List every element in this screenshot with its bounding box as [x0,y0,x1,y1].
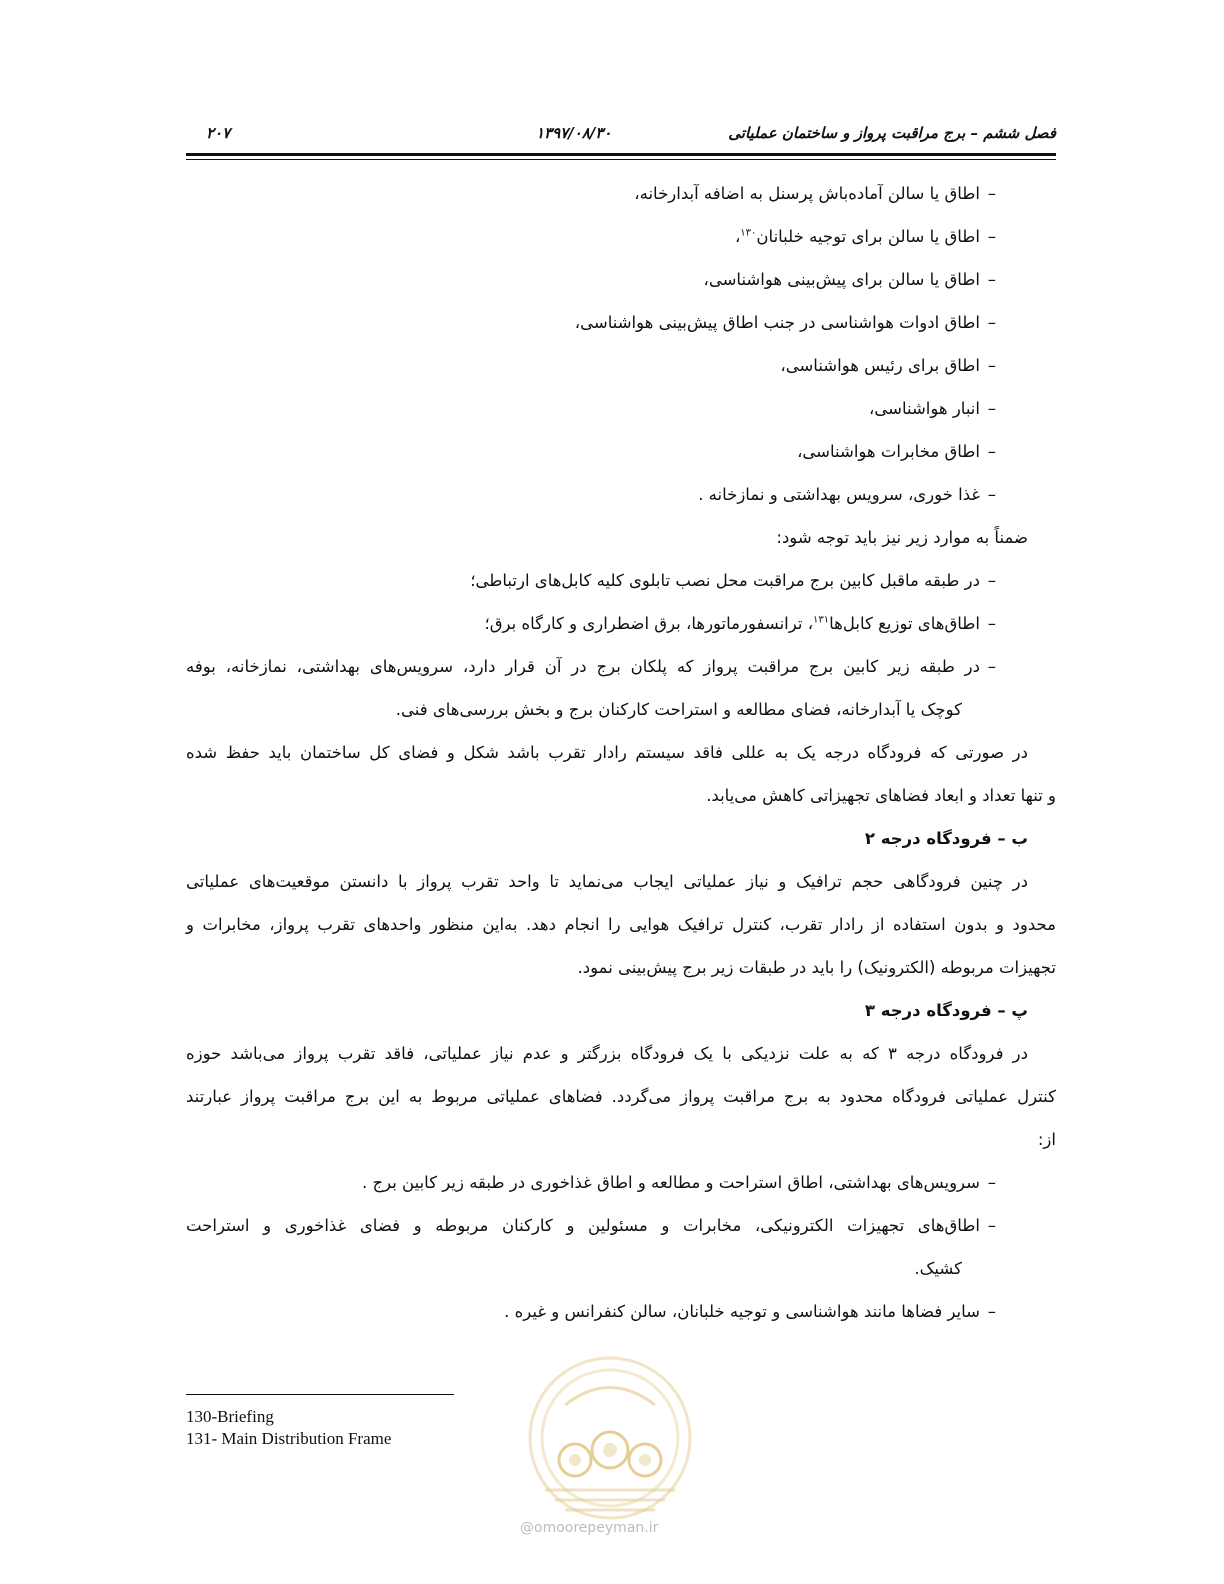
header-rule-thin [186,159,1056,160]
list-item-continuation: کوچک یا آبدارخانه، فضای مطالعه و استراحت کارکنان برج و بخش بررسی‌های فنی. [395,700,962,719]
list-item: – اطاق ادوات هواشناسی در جنب اطاق پیش‌بینی هواشناسی، [186,301,1056,344]
dash-marker: – [987,356,996,375]
dash-marker: – [987,1173,996,1192]
paragraph-line: تجهیزات مربوطه (الکترونیک) را باید در طبقات زیر برج پیش‌بینی نمود. [577,958,1056,977]
paragraph-line: در صورتی که فرودگاه درجه یک به عللی فاقد سیستم رادار تقرب باشد شکل و فضای کل ساختمان باید حفظ شده [186,743,1028,762]
paragraph-line: محدود و بدون استفاده از رادار تقرب، کنترل ترافیک هوایی را انجام دهد. به‌این منظور واحدهای تقرب پرواز، مخابرات و [186,915,1056,934]
paragraph-line: در فرودگاه درجه ۳ که به علت نزدیکی با یک فرودگاه بزرگتر و عدم نیاز عملیاتی، فاقد تقرب پرواز می‌باشد حوزه [186,1044,1028,1063]
list-item: – اطاق یا سالن برای پیش‌بینی هواشناسی، [186,258,1056,301]
dash-marker: – [987,614,996,633]
intro-line: ضمناً به موارد زیر نیز باید توجه شود: [776,528,1028,547]
section-heading-b: ب – فرودگاه درجه ۲ [864,829,1028,848]
footnotes [186,1406,391,1450]
list-item-continuation: کشیک. [914,1259,962,1278]
list-item: – در طبقه زیر کابین برج مراقبت پرواز که پلکان برج در آن قرار دارد، سرویس‌های بهداشتی، نمازخانه، بوفه [186,645,1056,688]
list-item: – اطاق‌های تجهیزات الکترونیکی، مخابرات و مسئولین و کارکنان مربوطه و فضای غذاخوری و استراحت [186,1204,1056,1247]
list-item: – سرویس‌های بهداشتی، اطاق استراحت و مطالعه و اطاق غذاخوری در طبقه زیر کابین برج . [186,1161,1056,1204]
list-item: – اطاق یا سالن آماده‌باش پرسنل به اضافه آبدارخانه، [186,172,1056,215]
footnote-ref-131: ۱۳۱ [813,614,830,626]
dash-marker: – [987,1216,996,1235]
gear-seal-logo-icon [505,1350,715,1525]
list-item: – اطاق‌های توزیع کابل‌ها$^{۱۳۱}$، ترانسفورماتورها، برق اضطراری و کارگاه برق؛ [186,602,1056,645]
list-item: – سایر فضاها مانند هواشناسی و توجیه خلبانان، سالن کنفرانس و غیره . [186,1290,1056,1333]
dash-marker: – [987,227,996,246]
footnote-rule [186,1394,454,1395]
footnote-130: 130-Briefing [186,1407,274,1426]
list-item: – اطاق مخابرات هواشناسی، [186,430,1056,473]
body-text [186,172,1056,1333]
list-item: – در طبقه ماقبل کابین برج مراقبت محل نصب تابلوی کلیه کابل‌های ارتباطی؛ [186,559,1056,602]
footnote-131: 131- Main Distribution Frame [186,1429,392,1448]
header-rule-thick [186,153,1056,156]
footnote-ref-130: ۱۳۰ [740,227,757,239]
dash-marker: – [987,571,996,590]
list-item: – انبار هواشناسی، [186,387,1056,430]
dash-marker: – [987,485,996,504]
paragraph-line: کنترل عملیاتی فرودگاه محدود به برج مراقبت پرواز می‌گردد. فضاهای عملیاتی مربوط به این برج مراقبت پرواز عبارتند [186,1087,1056,1106]
paragraph-line: از: [1037,1130,1056,1149]
list-item: – اطاق یا سالن برای توجیه خلبانان$^{۱۳۰}$، [186,215,1056,258]
dash-marker: – [987,399,996,418]
dash-marker: – [987,1302,996,1321]
watermark-url: @omoorepeyman.ir [520,1520,659,1536]
dash-marker: – [987,313,996,332]
list-item: – اطاق برای رئیس هواشناسی، [186,344,1056,387]
header-date: ۱۳۹۷/۰۸/۳۰ [536,124,612,142]
dash-marker: – [987,442,996,461]
dash-marker: – [987,270,996,289]
dash-marker: – [987,657,996,676]
section-heading-p: پ – فرودگاه درجه ۳ [864,1001,1028,1020]
dash-marker: – [987,184,996,203]
paragraph-line: در چنین فرودگاهی حجم ترافیک و نیاز عملیاتی ایجاب می‌نماید تا واحد تقرب پرواز با دانستن موقعیت‌های عملیاتی [186,872,1028,891]
list-item: – غذا خوری، سرویس بهداشتی و نمازخانه . [186,473,1056,516]
running-header [186,118,1056,148]
chapter-title: فصل ششم – برج مراقبت پرواز و ساختمان عملیاتی [728,124,1056,142]
paragraph-line: و تنها تعداد و ابعاد فضاهای تجهیزاتی کاهش می‌یابد. [706,786,1056,805]
page-number: ۲۰۷ [206,124,231,142]
